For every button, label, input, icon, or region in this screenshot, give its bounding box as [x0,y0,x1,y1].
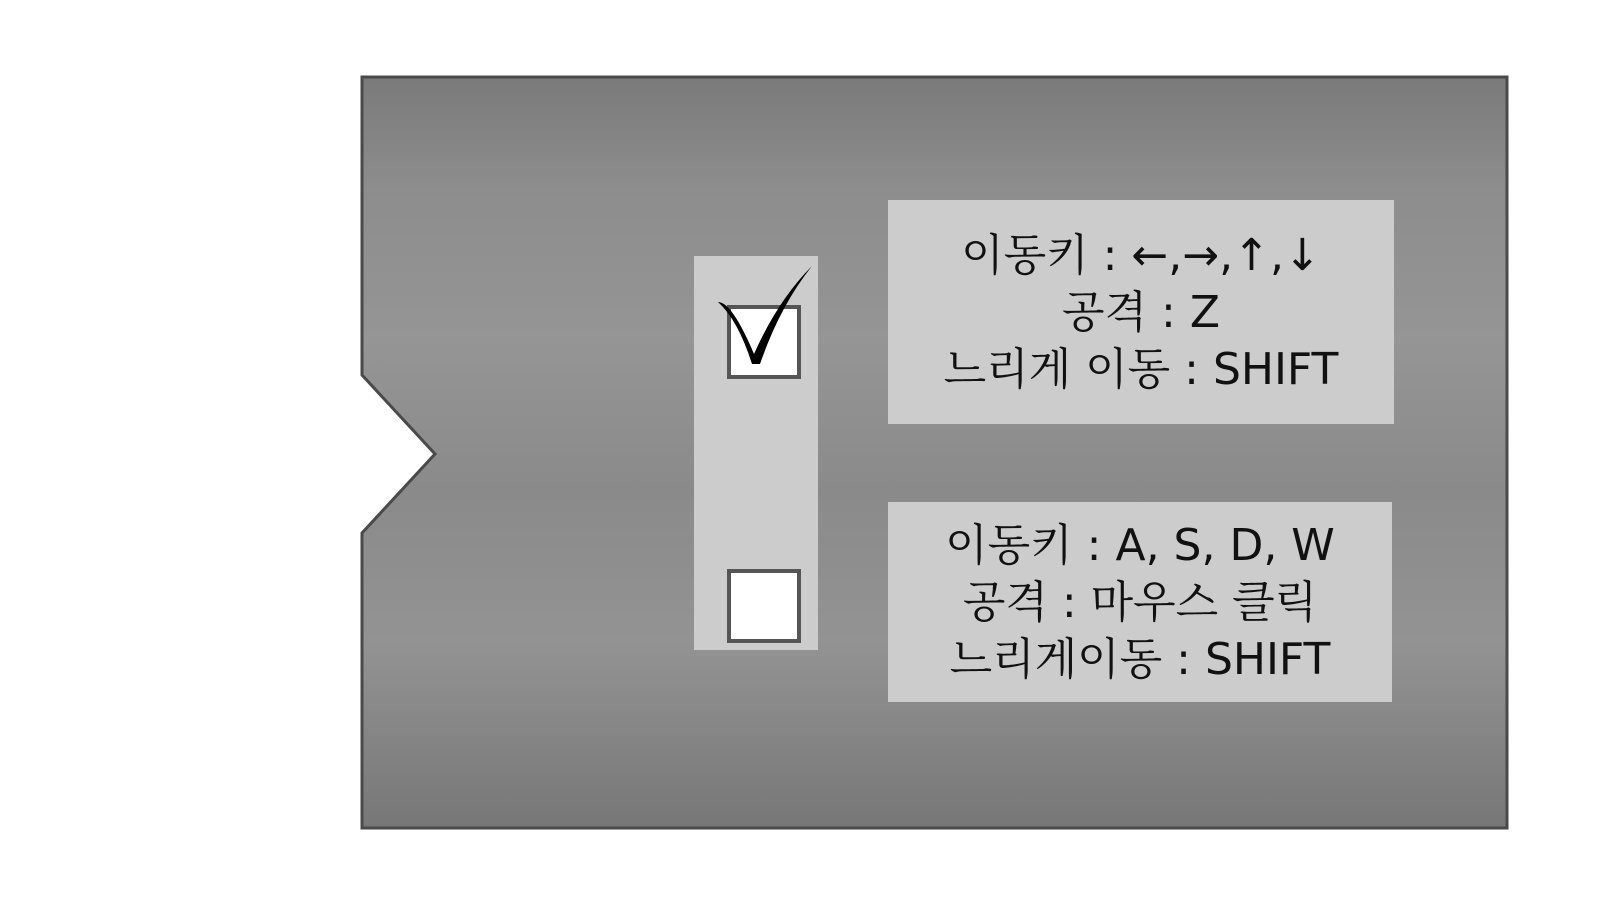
panel-body [362,77,1507,828]
option-1-description [888,200,1394,424]
option-2-attack-key: 공격 : 마우스 클릭 [962,576,1318,628]
option-1-move-keys: 이동키 : ←,→,↑,↓ [961,229,1321,281]
option-2-slow-move-key: 느리게이동 : SHIFT [949,633,1331,685]
option-1-checkbox[interactable] [727,305,801,379]
option-2-description [888,502,1392,702]
option-1-attack-key: 공격 : Z [1062,286,1220,338]
option-2-checkbox[interactable] [727,569,801,643]
option-2-move-keys: 이동키 : A, S, D, W [945,519,1335,571]
option-1-slow-move-key: 느리게 이동 : SHIFT [943,343,1339,395]
